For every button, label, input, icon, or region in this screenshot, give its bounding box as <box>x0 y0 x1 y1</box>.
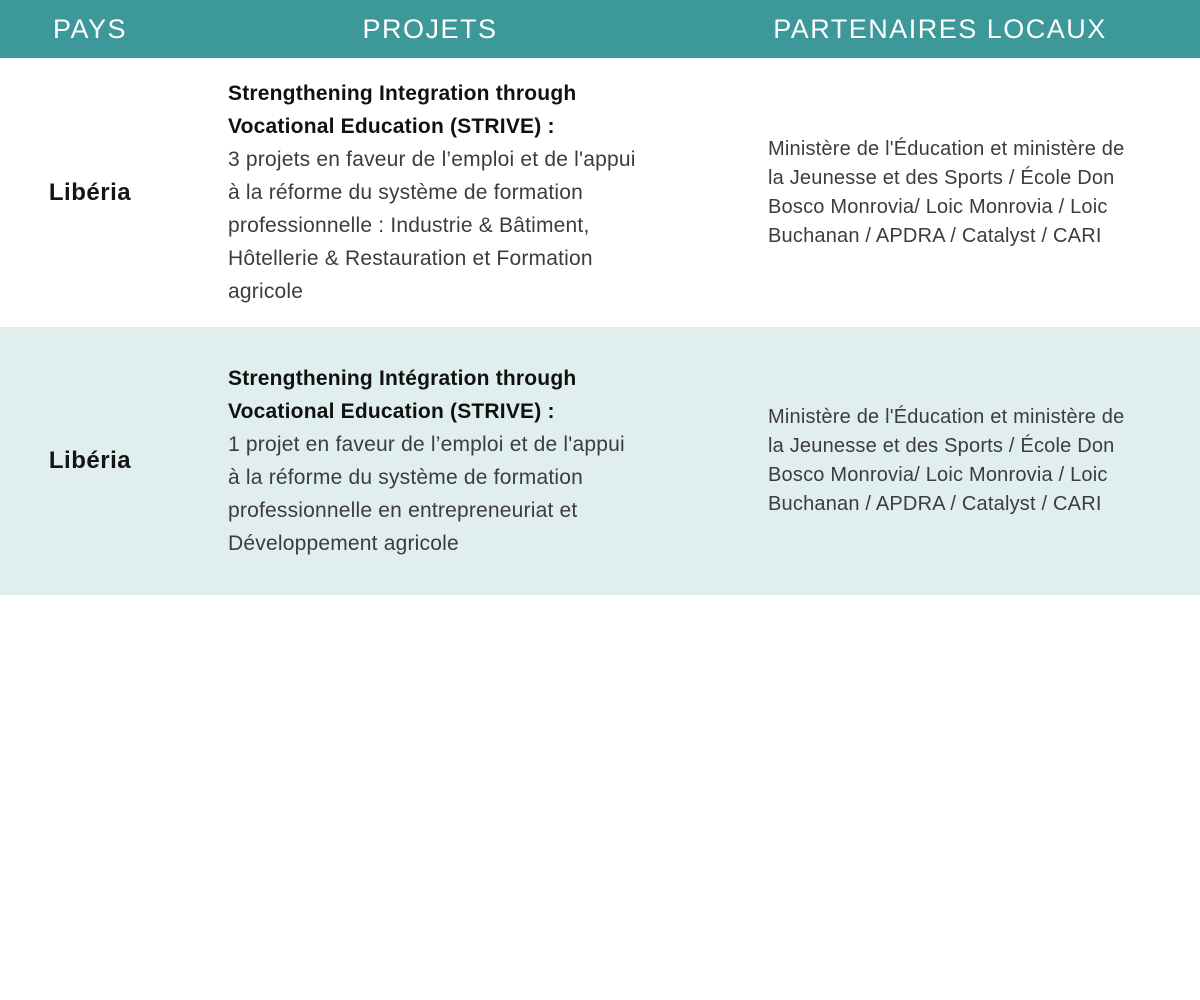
pays-label: Libéria <box>48 178 132 206</box>
table-row <box>0 327 1200 595</box>
projet-description-line: Développement agricole <box>228 532 459 555</box>
partenaires-line: la Jeunesse et des Sports / École Don <box>768 435 1115 457</box>
projet-description-line: professionnelle en entrepreneuriat et <box>228 499 578 522</box>
projet-description-line: Hôtellerie & Restauration et Formation <box>228 247 593 270</box>
partenaires-line: Bosco Monrovia/ Loic Monrovia / Loic <box>768 195 1108 218</box>
projet-description-line: professionnelle : Industrie & Bâtiment, <box>228 214 590 237</box>
projet-cell <box>180 362 680 560</box>
partenaires-line: la Jeunesse et des Sports / École Don <box>768 166 1115 189</box>
partenaires-line: Ministère de l'Éducation et ministère de <box>768 137 1125 160</box>
partenaires-cell <box>680 135 1200 251</box>
partenaires-line: Bosco Monrovia/ Loic Monrovia / Loic <box>768 464 1108 486</box>
projet-description-line: à la réforme du système de formation <box>228 466 584 489</box>
column-header-partenaires: PARTENAIRES LOCAUX <box>773 13 1107 44</box>
projet-title-line: Strengthening Integration through <box>228 82 577 105</box>
projet-description-line: 3 projets en faveur de l’emploi et de l'appui <box>228 148 636 171</box>
table-header <box>0 0 1200 58</box>
partenaires-cell <box>680 403 1200 519</box>
projet-title-line: Vocational Education (STRIVE) : <box>228 115 555 138</box>
table-row <box>0 58 1200 327</box>
column-header-pays: PAYS <box>52 13 128 44</box>
pays-cell <box>0 447 180 475</box>
projet-description-line: 1 projet en faveur de l’emploi et de l'appui <box>228 433 625 456</box>
column-header-projets: PROJETS <box>362 13 498 44</box>
partenaires-line: Buchanan / APDRA / Catalyst / CARI <box>768 493 1102 515</box>
pays-label: Libéria <box>48 447 132 474</box>
projet-description-line: agricole <box>228 280 304 303</box>
partenaires-line: Buchanan / APDRA / Catalyst / CARI <box>768 224 1102 247</box>
partenaires-line: Ministère de l'Éducation et ministère de <box>768 406 1125 428</box>
projet-cell <box>180 77 680 308</box>
projet-description-line: à la réforme du système de formation <box>228 181 584 204</box>
pays-cell <box>0 179 180 207</box>
projet-title-line: Vocational Education (STRIVE) : <box>228 400 555 423</box>
projet-title-line: Strengthening Intégration through <box>228 367 577 390</box>
